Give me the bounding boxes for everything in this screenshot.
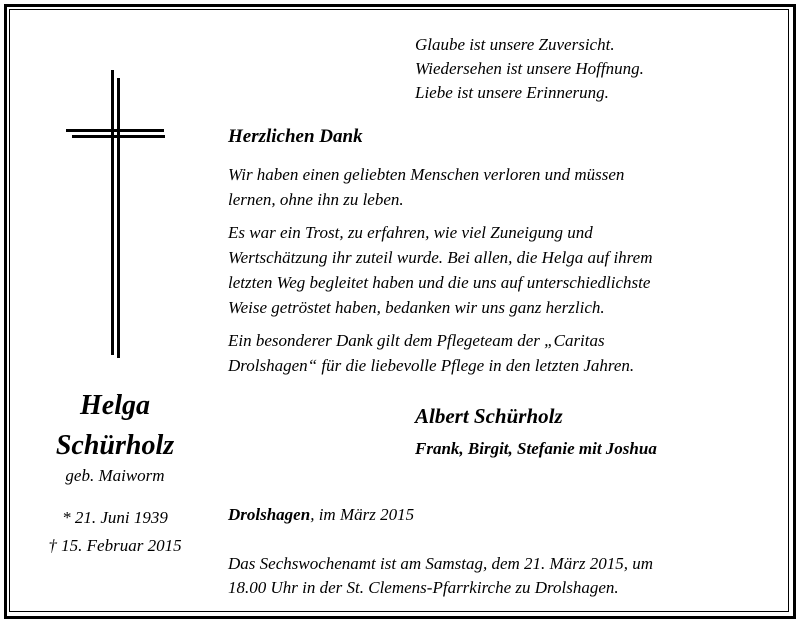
cross-vertical-bar [111,70,114,355]
cross-horizontal-bar [66,129,164,132]
text-line: Wertschätzung ihr zuteil wurde. Bei allen, die Helga auf ihrem [228,248,653,267]
signer-primary: Albert Schürholz [415,404,563,428]
place-name: Drolshagen [228,505,311,524]
motto-line: Liebe ist unsere Erinnerung. [415,83,609,102]
text-line: letzten Weg begleitet haben und die uns auf unterschiedlichste [228,273,651,292]
text-line: Ein besonderer Dank gilt dem Pflegeteam der „Caritas [228,331,605,350]
last-name: Schürholz [55,430,175,461]
signer-family: Frank, Birgit, Stefanie mit Joshua [415,439,657,458]
text-line: Weise getröstet haben, bedanken wir uns ganz herzlich. [228,298,605,317]
death-date: † 15. Februar 2015 [48,536,182,555]
notice-line: Das Sechswochenamt ist am Samstag, dem 21. März 2015, um [228,554,653,573]
deceased-name [20,386,210,466]
birth-name: geb. Maiworm [65,466,165,485]
text-line: lernen, ohne ihn zu leben. [228,190,404,209]
thanks-body [228,162,768,386]
cross-horizontal-bar [72,135,165,138]
mass-notice [228,552,653,600]
place-date-line [228,505,414,525]
thanks-heading: Herzlichen Dank [228,126,363,147]
first-name: Helga [80,390,150,421]
notice-line: 18.00 Uhr in der St. Clemens-Pfarrkirche zu Drolshagen. [228,578,619,597]
motto-line: Glaube ist unsere Zuversicht. [415,35,615,54]
text-line: Wir haben einen geliebten Menschen verloren und müssen [228,165,625,184]
life-dates [20,504,210,560]
text-line: Drolshagen“ für die liebevolle Pflege in den letzten Jahren. [228,356,635,375]
cross-vertical-bar [117,78,120,358]
motto-line: Wiedersehen ist unsere Hoffnung. [415,59,644,78]
motto-verse [415,33,644,105]
birth-date: * 21. Juni 1939 [62,508,168,527]
date-text: , im März 2015 [310,505,415,524]
text-line: Es war ein Trost, zu erfahren, wie viel Zuneigung und [228,223,593,242]
paragraph [228,162,768,212]
paragraph [228,328,768,378]
paragraph [228,220,768,320]
